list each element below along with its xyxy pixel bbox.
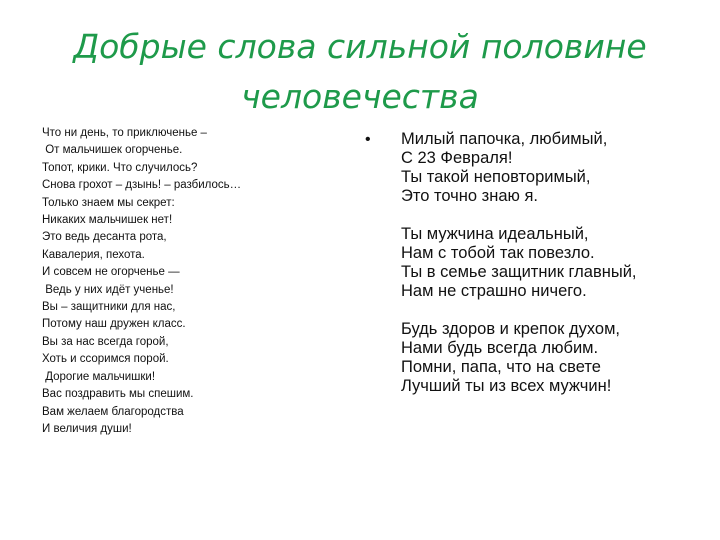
right-poem-line: Будь здоров и крепок духом, <box>401 320 621 338</box>
right-poem-line: Ты в семье защитник главный, <box>401 263 637 281</box>
right-poem-line: Милый папочка, любимый, <box>401 130 608 148</box>
left-poem-line: Вам желаем благородства <box>42 405 184 418</box>
right-poem-line: Нам с тобой так повезло. <box>401 244 595 262</box>
left-poem-line: Снова грохот – дзынь! – разбилось… <box>42 179 242 192</box>
left-poem-line: От мальчишек огорченье. <box>42 144 183 157</box>
left-poem-line: Что ни день, то приключенье – <box>42 127 207 139</box>
left-poem-line: Дорогие мальчишки! <box>42 370 156 383</box>
left-poem-line: Это ведь десанта рота, <box>42 231 167 244</box>
right-poem-line: Нам не страшно ничего. <box>401 282 587 300</box>
left-poem-line: Никаких мальчишек нет! <box>42 214 173 227</box>
left-poem-line: Только знаем мы секрет: <box>42 196 175 209</box>
right-poem-line: Помни, папа, что на свете <box>401 358 601 376</box>
left-poem <box>42 125 342 438</box>
right-poem-line: С 23 Февраля! <box>401 149 513 167</box>
slide-title <box>30 22 690 122</box>
right-poem-line: Ты мужчина идеальный, <box>401 225 589 243</box>
right-poem-line: Ты такой неповторимый, <box>401 168 591 186</box>
left-poem-line: Ведь у них идёт ученье! <box>42 283 174 296</box>
left-poem-line: Хоть и ссоримся порой. <box>42 353 169 366</box>
stanza-2 <box>401 225 705 301</box>
title-line-2: человечества <box>241 77 479 116</box>
left-poem-line: И величия души! <box>42 422 132 435</box>
left-poem-line: Топот, крики. Что случилось? <box>42 161 198 174</box>
left-poem-line: Потому наш дружен класс. <box>42 318 186 331</box>
left-poem-line: Кавалерия, пехота. <box>42 248 145 261</box>
right-poem-line: Нами будь всегда любим. <box>401 339 599 357</box>
left-poem-line: Вы – защитники для нас, <box>42 301 176 314</box>
left-poem-line: Вас поздравить мы спешим. <box>42 388 194 401</box>
stanza-1 <box>401 130 705 206</box>
stanza-3 <box>401 320 705 396</box>
right-poem-line: Лучший ты из всех мужчин! <box>401 377 612 395</box>
title-line-1: Добрые слова сильной половине <box>73 27 647 66</box>
right-poem <box>365 130 705 415</box>
left-poem-line: И совсем не огорченье — <box>42 266 180 279</box>
right-poem-line: Это точно знаю я. <box>401 187 538 205</box>
left-poem-line: Вы за нас всегда горой, <box>42 335 169 348</box>
bullet-icon: • <box>365 131 371 148</box>
